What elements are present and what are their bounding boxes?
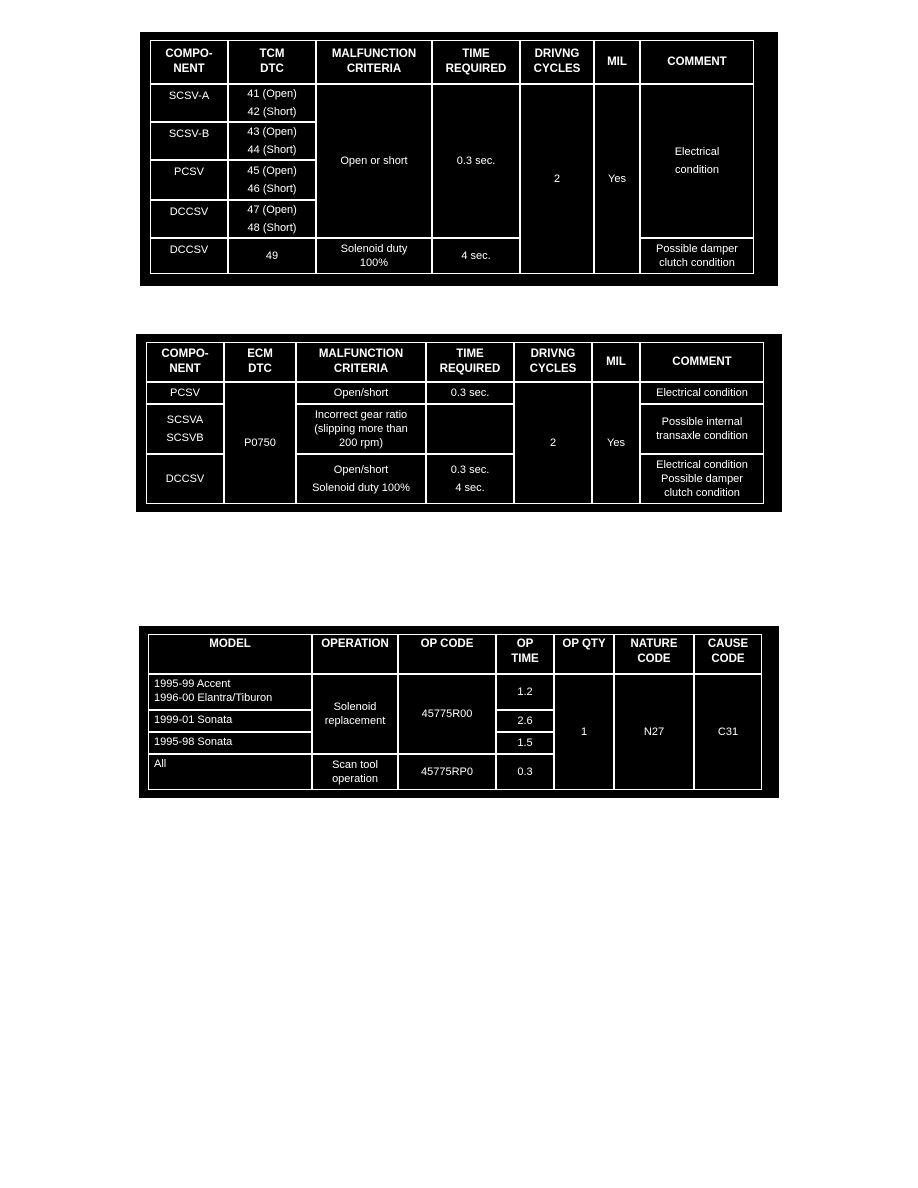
component-cell <box>150 238 228 274</box>
header-comment <box>640 342 764 382</box>
time-text: 0.3 sec. <box>450 464 490 476</box>
operation-text: operation <box>332 773 378 785</box>
component-text: SCSV-B <box>168 128 210 140</box>
model-text: 1995-98 Sonata <box>154 736 233 748</box>
header-time <box>432 40 520 84</box>
comment-cell <box>640 404 764 454</box>
dtc-cell <box>228 84 316 122</box>
model-cell <box>148 732 312 754</box>
component-text: DCCSV <box>169 206 209 218</box>
dtc-text: 42 (Short) <box>247 106 297 118</box>
header-text: MIL <box>606 355 626 368</box>
comment-text: condition <box>674 164 720 176</box>
header-model <box>148 634 312 674</box>
header-text: DTC <box>248 363 272 375</box>
cause-code-cell <box>694 674 762 790</box>
header-text: CODE <box>637 653 671 665</box>
op-qty-cell <box>554 674 614 790</box>
time-text: 0.3 sec. <box>450 387 490 399</box>
dtc-text: 49 <box>265 250 279 262</box>
op-time-cell <box>496 710 554 732</box>
time-cell <box>426 454 514 504</box>
op-time-cell <box>496 674 554 710</box>
criteria-text: Open/short <box>333 387 389 399</box>
component-text: DCCSV <box>165 473 205 485</box>
header-text: TIME <box>456 348 484 360</box>
header-text: OPERATION <box>321 638 389 650</box>
op-time-text: 2.6 <box>517 715 533 727</box>
time-cell <box>432 84 520 238</box>
component-text: SCSV-A <box>168 90 210 102</box>
operation-text: Solenoid <box>333 701 377 713</box>
header-component <box>146 342 224 382</box>
operation-cell <box>312 674 398 754</box>
header-dtc <box>228 40 316 84</box>
comment-text: Electrical condition <box>656 387 748 399</box>
header-text: COMPO- <box>165 48 213 60</box>
header-text: DTC <box>260 63 284 75</box>
operation-text: replacement <box>324 715 386 727</box>
mil-text: Yes <box>607 437 625 449</box>
criteria-text: Solenoid duty 100% <box>312 482 410 494</box>
criteria-text: Open or short <box>340 155 408 167</box>
op-code-cell <box>398 754 496 790</box>
op-time-text: 1.2 <box>517 686 533 698</box>
header-component <box>150 40 228 84</box>
dtc-text: 45 (Open) <box>247 165 297 177</box>
model-text: 1996-00 Elantra/Tiburon <box>154 692 273 704</box>
comment-cell <box>640 454 764 504</box>
comment-text: Possible damper <box>661 473 743 485</box>
component-cell <box>146 404 224 454</box>
header-text: COMMENT <box>672 355 732 368</box>
header-text: NENT <box>173 63 205 75</box>
dtc-text: 46 (Short) <box>247 183 297 195</box>
header-text: OP <box>516 638 534 650</box>
header-criteria <box>316 40 432 84</box>
header-text: CODE <box>711 653 745 665</box>
time-cell <box>426 404 514 454</box>
header-text: NATURE <box>630 638 678 650</box>
header-cycles <box>514 342 592 382</box>
cycles-cell <box>514 382 592 504</box>
cycles-text: 2 <box>553 173 561 185</box>
dtc-text: 48 (Short) <box>247 222 297 234</box>
op-time-cell <box>496 732 554 754</box>
header-text: OP CODE <box>420 638 474 650</box>
mil-text: Yes <box>608 173 626 185</box>
op-time-text: 1.5 <box>517 737 533 749</box>
header-time <box>426 342 514 382</box>
comment-cell <box>640 382 764 404</box>
component-cell <box>150 122 228 160</box>
header-nature-code <box>614 634 694 674</box>
header-mil <box>592 342 640 382</box>
header-text: CYCLES <box>533 63 581 75</box>
dtc-text: 43 (Open) <box>247 126 297 138</box>
component-text: PCSV <box>174 166 204 178</box>
dtc-cell <box>224 382 296 504</box>
header-text: REQUIRED <box>445 63 507 75</box>
header-cycles <box>520 40 594 84</box>
component-text: SCSVA <box>166 414 204 426</box>
dtc-table-tcm <box>140 32 778 286</box>
header-op-qty <box>554 634 614 674</box>
comment-text: Electrical <box>674 146 720 158</box>
operation-cell <box>312 754 398 790</box>
comment-text: Possible damper <box>656 243 738 255</box>
component-text: PCSV <box>170 387 200 399</box>
header-text: OP QTY <box>562 638 606 650</box>
header-text: MALFUNCTION <box>331 48 417 60</box>
comment-cell <box>640 238 754 274</box>
header-text: MODEL <box>209 638 251 650</box>
comment-text: Electrical condition <box>656 459 748 471</box>
component-cell <box>150 84 228 122</box>
op-code-cell <box>398 674 496 754</box>
dtc-text: 44 (Short) <box>247 144 297 156</box>
dtc-table-ecm <box>136 334 782 512</box>
header-text: TIME <box>462 48 490 60</box>
time-text: 4 sec. <box>461 250 491 262</box>
dtc-cell <box>228 122 316 160</box>
header-text: CYCLES <box>529 363 577 375</box>
op-code-text: 45775RP0 <box>421 766 473 778</box>
criteria-cell <box>316 238 432 274</box>
component-text: DCCSV <box>169 244 209 256</box>
header-text: TIME <box>511 653 539 665</box>
warranty-op-table <box>139 626 779 798</box>
criteria-cell <box>296 382 426 404</box>
criteria-text: Open/short <box>333 464 389 476</box>
comment-text: clutch condition <box>664 487 740 499</box>
time-text: 0.3 sec. <box>456 155 496 167</box>
criteria-text: 200 rpm) <box>338 437 384 449</box>
comment-cell <box>640 84 754 238</box>
criteria-text: Solenoid duty <box>340 243 408 255</box>
header-dtc <box>224 342 296 382</box>
header-text: ECM <box>247 348 273 360</box>
header-text: CRITERIA <box>346 63 402 75</box>
model-cell <box>148 710 312 732</box>
model-text: 1995-99 Accent <box>154 678 231 690</box>
dtc-cell <box>228 238 316 274</box>
criteria-cell <box>316 84 432 238</box>
nature-code-cell <box>614 674 694 790</box>
op-qty-text: 1 <box>580 726 588 738</box>
dtc-cell <box>228 200 316 238</box>
header-text: COMMENT <box>667 55 727 68</box>
component-cell <box>150 160 228 200</box>
nature-code-text: N27 <box>643 726 665 738</box>
header-text: TCM <box>259 48 285 60</box>
op-code-text: 45775R00 <box>421 708 473 720</box>
model-text: 1999-01 Sonata <box>154 714 233 726</box>
header-comment <box>640 40 754 84</box>
cycles-cell <box>520 84 594 274</box>
operation-text: Scan tool <box>332 759 378 771</box>
header-cause-code <box>694 634 762 674</box>
header-op-code <box>398 634 496 674</box>
mil-cell <box>592 382 640 504</box>
header-text: REQUIRED <box>439 363 501 375</box>
criteria-cell <box>296 454 426 504</box>
component-cell <box>146 454 224 504</box>
header-text: NENT <box>169 363 201 375</box>
dtc-text: P0750 <box>244 437 276 449</box>
mil-cell <box>594 84 640 274</box>
header-text: DRIVNG <box>534 48 580 60</box>
header-op-time <box>496 634 554 674</box>
header-text: CRITERIA <box>333 363 389 375</box>
time-text: 4 sec. <box>455 482 485 494</box>
cause-code-text: C31 <box>717 726 739 738</box>
time-cell <box>432 238 520 274</box>
header-text: COMPO- <box>161 348 209 360</box>
cycles-text: 2 <box>549 437 557 449</box>
criteria-text: 100% <box>359 257 389 269</box>
comment-text: transaxle condition <box>656 430 748 442</box>
model-text: All <box>154 758 167 770</box>
header-text: MIL <box>607 55 627 68</box>
op-time-text: 0.3 <box>517 766 533 778</box>
model-cell <box>148 754 312 790</box>
dtc-text: 41 (Open) <box>247 88 297 100</box>
criteria-text: (slipping more than <box>314 423 408 435</box>
dtc-cell <box>228 160 316 200</box>
header-text: CAUSE <box>707 638 749 650</box>
header-text: DRIVNG <box>530 348 576 360</box>
comment-text: Possible internal <box>661 416 743 428</box>
component-cell <box>150 200 228 238</box>
dtc-text: 47 (Open) <box>247 204 297 216</box>
op-time-cell <box>496 754 554 790</box>
component-text: SCSVB <box>166 432 204 444</box>
header-operation <box>312 634 398 674</box>
header-mil <box>594 40 640 84</box>
header-text: MALFUNCTION <box>318 348 404 360</box>
model-cell <box>148 674 312 710</box>
component-cell <box>146 382 224 404</box>
comment-text: clutch condition <box>659 257 735 269</box>
time-cell <box>426 382 514 404</box>
header-criteria <box>296 342 426 382</box>
criteria-cell <box>296 404 426 454</box>
criteria-text: Incorrect gear ratio <box>314 409 408 421</box>
